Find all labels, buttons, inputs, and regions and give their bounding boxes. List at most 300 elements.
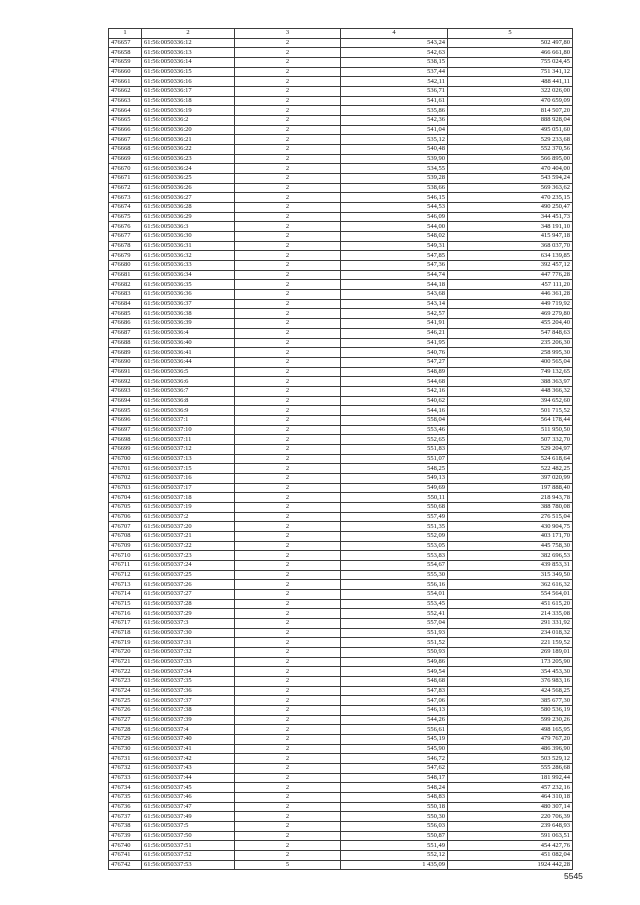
cell-cadastral-number: 61:56:0050336:20 xyxy=(142,125,235,135)
cell-col-3: 2 xyxy=(235,377,341,387)
cell-col-5: 197 888,40 xyxy=(448,483,573,493)
table-row xyxy=(109,609,573,619)
cell-cadastral-number: 61:56:0050337:23 xyxy=(142,551,235,561)
table-row xyxy=(109,851,573,861)
cell-col-4: 548,25 xyxy=(341,464,448,474)
cell-col-4: 544,74 xyxy=(341,270,448,280)
table-row xyxy=(109,154,573,164)
cell-cadastral-number: 61:56:0050336:22 xyxy=(142,145,235,155)
table-row xyxy=(109,425,573,435)
cell-cadastral-number: 61:56:0050336:28 xyxy=(142,203,235,213)
table-row xyxy=(109,290,573,300)
cell-row-number: 476717 xyxy=(109,618,142,628)
cell-col-5: 392 457,12 xyxy=(448,261,573,271)
cell-col-3: 2 xyxy=(235,348,341,358)
cell-cadastral-number: 61:56:0050337:33 xyxy=(142,657,235,667)
cell-col-3: 2 xyxy=(235,493,341,503)
cell-col-5: 446 361,28 xyxy=(448,290,573,300)
cell-col-3: 2 xyxy=(235,793,341,803)
cell-row-number: 476663 xyxy=(109,96,142,106)
table-row xyxy=(109,386,573,396)
cell-row-number: 476700 xyxy=(109,454,142,464)
table-row xyxy=(109,783,573,793)
cell-col-3: 2 xyxy=(235,435,341,445)
cell-col-5: 524 618,64 xyxy=(448,454,573,464)
cell-row-number: 476715 xyxy=(109,599,142,609)
cell-cadastral-number: 61:56:0050336:26 xyxy=(142,183,235,193)
cell-col-4: 552,12 xyxy=(341,851,448,861)
cell-col-4: 552,09 xyxy=(341,531,448,541)
cell-col-3: 2 xyxy=(235,309,341,319)
table-row xyxy=(109,696,573,706)
cell-col-3: 2 xyxy=(235,609,341,619)
cell-cadastral-number: 61:56:0050337:49 xyxy=(142,812,235,822)
cell-col-5: 354 453,30 xyxy=(448,667,573,677)
cell-col-4: 553,46 xyxy=(341,425,448,435)
cell-col-3: 2 xyxy=(235,106,341,116)
cell-cadastral-number: 61:56:0050337:27 xyxy=(142,589,235,599)
cell-row-number: 476740 xyxy=(109,841,142,851)
cell-col-3: 2 xyxy=(235,328,341,338)
cell-cadastral-number: 61:56:0050336:9 xyxy=(142,406,235,416)
cell-col-5: 507 332,70 xyxy=(448,435,573,445)
cell-col-3: 2 xyxy=(235,483,341,493)
cell-col-3: 2 xyxy=(235,831,341,841)
cell-cadastral-number: 61:56:0050337:31 xyxy=(142,638,235,648)
table-row xyxy=(109,667,573,677)
cell-col-4: 556,16 xyxy=(341,580,448,590)
cell-col-3: 2 xyxy=(235,232,341,242)
cell-col-5: 322 026,00 xyxy=(448,87,573,97)
cell-col-5: 755 024,45 xyxy=(448,58,573,68)
cell-cadastral-number: 61:56:0050336:6 xyxy=(142,377,235,387)
cell-col-5: 315 349,50 xyxy=(448,570,573,580)
cell-row-number: 476699 xyxy=(109,444,142,454)
cell-col-4: 542,11 xyxy=(341,77,448,87)
cell-col-4: 545,90 xyxy=(341,744,448,754)
cell-col-5: 470 235,15 xyxy=(448,193,573,203)
cell-col-3: 2 xyxy=(235,38,341,48)
table-row xyxy=(109,638,573,648)
cell-row-number: 476702 xyxy=(109,473,142,483)
cell-col-3: 2 xyxy=(235,522,341,532)
cell-row-number: 476704 xyxy=(109,493,142,503)
cell-col-5: 543 594,24 xyxy=(448,174,573,184)
cell-row-number: 476716 xyxy=(109,609,142,619)
cell-col-3: 5 xyxy=(235,860,341,870)
cell-col-4: 535,12 xyxy=(341,135,448,145)
cell-row-number: 476713 xyxy=(109,580,142,590)
cell-col-5: 464 310,18 xyxy=(448,793,573,803)
cell-col-4: 543,14 xyxy=(341,299,448,309)
table-row xyxy=(109,802,573,812)
cell-col-3: 2 xyxy=(235,125,341,135)
cell-col-4: 539,90 xyxy=(341,154,448,164)
cell-row-number: 476705 xyxy=(109,502,142,512)
table-row xyxy=(109,212,573,222)
cell-cadastral-number: 61:56:0050336:23 xyxy=(142,154,235,164)
cell-cadastral-number: 61:56:0050336:4 xyxy=(142,328,235,338)
cell-col-4: 547,62 xyxy=(341,764,448,774)
table-row xyxy=(109,232,573,242)
cell-col-4: 545,19 xyxy=(341,735,448,745)
table-row xyxy=(109,618,573,628)
table-row xyxy=(109,299,573,309)
cell-col-3: 2 xyxy=(235,841,341,851)
table-header xyxy=(109,29,573,39)
cell-col-5: 529 233,68 xyxy=(448,135,573,145)
cell-cadastral-number: 61:56:0050336:40 xyxy=(142,338,235,348)
table-row xyxy=(109,454,573,464)
table-row xyxy=(109,435,573,445)
cell-col-3: 2 xyxy=(235,396,341,406)
cell-row-number: 476664 xyxy=(109,106,142,116)
cell-col-4: 549,69 xyxy=(341,483,448,493)
cell-col-3: 2 xyxy=(235,822,341,832)
table-row xyxy=(109,222,573,232)
cell-col-3: 2 xyxy=(235,367,341,377)
cell-cadastral-number: 61:56:0050337:43 xyxy=(142,764,235,774)
cell-col-5: 479 767,20 xyxy=(448,735,573,745)
cell-col-4: 542,57 xyxy=(341,309,448,319)
cell-col-5: 457 111,20 xyxy=(448,280,573,290)
cell-cadastral-number: 61:56:0050336:2 xyxy=(142,116,235,126)
cell-col-5: 455 204,40 xyxy=(448,319,573,329)
cell-col-4: 542,16 xyxy=(341,386,448,396)
cell-row-number: 476727 xyxy=(109,715,142,725)
cell-cadastral-number: 61:56:0050337:51 xyxy=(142,841,235,851)
cell-col-3: 2 xyxy=(235,589,341,599)
cell-col-5: 258 995,30 xyxy=(448,348,573,358)
cell-row-number: 476742 xyxy=(109,860,142,870)
cell-row-number: 476735 xyxy=(109,793,142,803)
cell-cadastral-number: 61:56:0050337:32 xyxy=(142,648,235,658)
cell-col-5: 344 451,73 xyxy=(448,212,573,222)
cell-col-4: 546,21 xyxy=(341,328,448,338)
cell-col-4: 538,15 xyxy=(341,58,448,68)
table-row xyxy=(109,725,573,735)
cell-col-5: 495 051,60 xyxy=(448,125,573,135)
table-row xyxy=(109,812,573,822)
cell-col-4: 558,04 xyxy=(341,415,448,425)
cell-col-5: 376 983,16 xyxy=(448,677,573,687)
cell-row-number: 476669 xyxy=(109,154,142,164)
cell-col-4: 550,18 xyxy=(341,802,448,812)
cell-col-4: 548,17 xyxy=(341,773,448,783)
cell-col-4: 547,85 xyxy=(341,251,448,261)
cell-col-3: 2 xyxy=(235,812,341,822)
column-header-2: 2 xyxy=(142,29,235,39)
table-row xyxy=(109,406,573,416)
table-row xyxy=(109,677,573,687)
cell-row-number: 476723 xyxy=(109,677,142,687)
cell-row-number: 476666 xyxy=(109,125,142,135)
cell-col-3: 2 xyxy=(235,174,341,184)
table-row xyxy=(109,367,573,377)
cell-col-3: 2 xyxy=(235,773,341,783)
cell-cadastral-number: 61:56:0050336:29 xyxy=(142,212,235,222)
cell-col-5: 522 482,25 xyxy=(448,464,573,474)
cell-cadastral-number: 61:56:0050337:13 xyxy=(142,454,235,464)
cell-col-4: 550,68 xyxy=(341,502,448,512)
cell-col-3: 2 xyxy=(235,783,341,793)
cell-row-number: 476665 xyxy=(109,116,142,126)
cell-col-5: 447 776,28 xyxy=(448,270,573,280)
cell-cadastral-number: 61:56:0050337:37 xyxy=(142,696,235,706)
cell-col-4: 544,53 xyxy=(341,203,448,213)
cell-col-4: 544,18 xyxy=(341,280,448,290)
cell-col-3: 2 xyxy=(235,406,341,416)
table-row xyxy=(109,483,573,493)
cell-col-3: 2 xyxy=(235,222,341,232)
cell-col-3: 2 xyxy=(235,386,341,396)
cell-row-number: 476736 xyxy=(109,802,142,812)
cell-cadastral-number: 61:56:0050337:25 xyxy=(142,570,235,580)
cell-cadastral-number: 61:56:0050337:20 xyxy=(142,522,235,532)
cell-col-5: 368 037,70 xyxy=(448,241,573,251)
table-row xyxy=(109,822,573,832)
table-row xyxy=(109,764,573,774)
cell-col-4: 557,49 xyxy=(341,512,448,522)
cell-col-5: 501 715,52 xyxy=(448,406,573,416)
cell-cadastral-number: 61:56:0050337:30 xyxy=(142,628,235,638)
cell-col-4: 551,35 xyxy=(341,522,448,532)
table-row xyxy=(109,444,573,454)
cell-row-number: 476718 xyxy=(109,628,142,638)
cell-col-3: 2 xyxy=(235,560,341,570)
cell-cadastral-number: 61:56:0050337:38 xyxy=(142,706,235,716)
cell-col-3: 2 xyxy=(235,212,341,222)
cell-row-number: 476696 xyxy=(109,415,142,425)
cell-row-number: 476739 xyxy=(109,831,142,841)
table-row xyxy=(109,648,573,658)
table-row xyxy=(109,164,573,174)
cell-col-3: 2 xyxy=(235,667,341,677)
cell-col-5: 454 427,76 xyxy=(448,841,573,851)
cell-col-5: 400 565,04 xyxy=(448,357,573,367)
cell-col-3: 2 xyxy=(235,87,341,97)
cell-row-number: 476732 xyxy=(109,764,142,774)
cell-row-number: 476719 xyxy=(109,638,142,648)
cell-row-number: 476683 xyxy=(109,290,142,300)
cell-row-number: 476707 xyxy=(109,522,142,532)
cell-col-4: 544,16 xyxy=(341,406,448,416)
table-row xyxy=(109,357,573,367)
cell-row-number: 476722 xyxy=(109,667,142,677)
cell-col-4: 542,36 xyxy=(341,116,448,126)
cell-row-number: 476659 xyxy=(109,58,142,68)
cell-col-4: 538,66 xyxy=(341,183,448,193)
table-row xyxy=(109,580,573,590)
cell-col-4: 540,76 xyxy=(341,348,448,358)
cell-row-number: 476737 xyxy=(109,812,142,822)
table-row xyxy=(109,793,573,803)
cell-col-4: 548,02 xyxy=(341,232,448,242)
cell-cadastral-number: 61:56:0050336:17 xyxy=(142,87,235,97)
cell-row-number: 476687 xyxy=(109,328,142,338)
table-row xyxy=(109,183,573,193)
cell-col-4: 1 435,09 xyxy=(341,860,448,870)
cell-cadastral-number: 61:56:0050336:36 xyxy=(142,290,235,300)
cell-cadastral-number: 61:56:0050336:15 xyxy=(142,67,235,77)
cell-col-3: 2 xyxy=(235,744,341,754)
cell-col-4: 546,09 xyxy=(341,212,448,222)
cell-row-number: 476691 xyxy=(109,367,142,377)
cell-col-4: 550,93 xyxy=(341,648,448,658)
cell-row-number: 476684 xyxy=(109,299,142,309)
cell-col-5: 439 853,31 xyxy=(448,560,573,570)
cell-col-3: 2 xyxy=(235,512,341,522)
cell-col-5: 599 230,26 xyxy=(448,715,573,725)
cell-row-number: 476658 xyxy=(109,48,142,58)
cell-col-4: 541,95 xyxy=(341,338,448,348)
cell-col-3: 2 xyxy=(235,251,341,261)
cell-cadastral-number: 61:56:0050337:26 xyxy=(142,580,235,590)
cell-row-number: 476701 xyxy=(109,464,142,474)
table-row xyxy=(109,203,573,213)
cell-col-4: 549,31 xyxy=(341,241,448,251)
cell-cadastral-number: 61:56:0050337:50 xyxy=(142,831,235,841)
cell-col-3: 2 xyxy=(235,686,341,696)
cell-cadastral-number: 61:56:0050336:14 xyxy=(142,58,235,68)
cell-col-3: 2 xyxy=(235,706,341,716)
cell-col-5: 466 661,80 xyxy=(448,48,573,58)
cell-col-4: 551,52 xyxy=(341,638,448,648)
cell-col-3: 2 xyxy=(235,135,341,145)
cell-col-3: 2 xyxy=(235,299,341,309)
cell-col-5: 591 063,51 xyxy=(448,831,573,841)
table-row xyxy=(109,77,573,87)
cell-col-5: 214 335,08 xyxy=(448,609,573,619)
cell-col-4: 547,36 xyxy=(341,261,448,271)
table-row xyxy=(109,87,573,97)
cell-col-5: 498 165,95 xyxy=(448,725,573,735)
cell-cadastral-number: 61:56:0050337:44 xyxy=(142,773,235,783)
cell-cadastral-number: 61:56:0050337:3 xyxy=(142,618,235,628)
cell-col-5: 388 780,08 xyxy=(448,502,573,512)
table-row xyxy=(109,773,573,783)
cell-col-3: 2 xyxy=(235,58,341,68)
cell-col-5: 552 370,56 xyxy=(448,145,573,155)
cell-col-4: 551,83 xyxy=(341,444,448,454)
cell-col-4: 551,07 xyxy=(341,454,448,464)
cell-col-3: 2 xyxy=(235,851,341,861)
table-row xyxy=(109,502,573,512)
cell-cadastral-number: 61:56:0050337:12 xyxy=(142,444,235,454)
cell-col-3: 2 xyxy=(235,48,341,58)
cell-cadastral-number: 61:56:0050336:18 xyxy=(142,96,235,106)
cell-col-5: 449 719,92 xyxy=(448,299,573,309)
cell-col-3: 2 xyxy=(235,802,341,812)
cell-col-5: 235 206,30 xyxy=(448,338,573,348)
cell-cadastral-number: 61:56:0050337:52 xyxy=(142,851,235,861)
cell-col-5: 470 404,00 xyxy=(448,164,573,174)
cell-col-5: 403 171,70 xyxy=(448,531,573,541)
cell-col-4: 550,30 xyxy=(341,812,448,822)
cell-row-number: 476726 xyxy=(109,706,142,716)
cell-col-5: 814 507,20 xyxy=(448,106,573,116)
cell-cadastral-number: 61:56:0050337:17 xyxy=(142,483,235,493)
cell-col-3: 2 xyxy=(235,531,341,541)
cell-col-5: 547 848,63 xyxy=(448,328,573,338)
cell-col-5: 397 020,99 xyxy=(448,473,573,483)
cell-col-3: 2 xyxy=(235,183,341,193)
cell-col-4: 535,86 xyxy=(341,106,448,116)
cell-col-5: 488 441,11 xyxy=(448,77,573,87)
cell-cadastral-number: 61:56:0050337:16 xyxy=(142,473,235,483)
cell-cadastral-number: 61:56:0050337:22 xyxy=(142,541,235,551)
cell-cadastral-number: 61:56:0050337:18 xyxy=(142,493,235,503)
table-row xyxy=(109,125,573,135)
cell-col-5: 511 950,50 xyxy=(448,425,573,435)
cell-col-4: 544,26 xyxy=(341,715,448,725)
cell-col-5: 173 205,90 xyxy=(448,657,573,667)
table-row xyxy=(109,589,573,599)
table-row xyxy=(109,116,573,126)
table-row xyxy=(109,377,573,387)
table-row xyxy=(109,831,573,841)
cell-col-5: 580 536,19 xyxy=(448,706,573,716)
cell-col-4: 549,86 xyxy=(341,657,448,667)
cell-cadastral-number: 61:56:0050337:19 xyxy=(142,502,235,512)
cell-col-3: 2 xyxy=(235,77,341,87)
cell-col-4: 536,71 xyxy=(341,87,448,97)
cell-col-3: 2 xyxy=(235,648,341,658)
cell-col-4: 549,54 xyxy=(341,667,448,677)
cell-cadastral-number: 61:56:0050336:31 xyxy=(142,241,235,251)
cell-row-number: 476706 xyxy=(109,512,142,522)
cell-row-number: 476695 xyxy=(109,406,142,416)
cell-col-4: 541,91 xyxy=(341,319,448,329)
cell-cadastral-number: 61:56:0050337:36 xyxy=(142,686,235,696)
cell-col-5: 385 677,30 xyxy=(448,696,573,706)
cell-col-4: 547,27 xyxy=(341,357,448,367)
cell-col-3: 2 xyxy=(235,618,341,628)
cell-cadastral-number: 61:56:0050336:35 xyxy=(142,280,235,290)
cell-row-number: 476667 xyxy=(109,135,142,145)
cell-cadastral-number: 61:56:0050336:13 xyxy=(142,48,235,58)
cell-col-3: 2 xyxy=(235,425,341,435)
cell-col-5: 480 307,14 xyxy=(448,802,573,812)
cell-col-4: 548,83 xyxy=(341,793,448,803)
cell-cadastral-number: 61:56:0050336:32 xyxy=(142,251,235,261)
cell-col-3: 2 xyxy=(235,725,341,735)
cell-col-4: 552,65 xyxy=(341,435,448,445)
cell-col-4: 556,61 xyxy=(341,725,448,735)
cell-col-4: 544,00 xyxy=(341,222,448,232)
cell-row-number: 476671 xyxy=(109,174,142,184)
cell-col-5: 424 568,25 xyxy=(448,686,573,696)
cell-row-number: 476703 xyxy=(109,483,142,493)
cell-row-number: 476689 xyxy=(109,348,142,358)
cell-row-number: 476673 xyxy=(109,193,142,203)
cell-col-5: 749 132,65 xyxy=(448,367,573,377)
table-row xyxy=(109,735,573,745)
cell-col-5: 362 616,32 xyxy=(448,580,573,590)
cell-col-4: 546,72 xyxy=(341,754,448,764)
cell-row-number: 476738 xyxy=(109,822,142,832)
cell-col-4: 552,41 xyxy=(341,609,448,619)
cell-col-5: 291 331,92 xyxy=(448,618,573,628)
cell-col-5: 502 497,80 xyxy=(448,38,573,48)
cell-col-5: 888 928,04 xyxy=(448,116,573,126)
cell-col-5: 451 615,20 xyxy=(448,599,573,609)
cell-col-5: 470 659,09 xyxy=(448,96,573,106)
cell-cadastral-number: 61:56:0050337:11 xyxy=(142,435,235,445)
cell-cadastral-number: 61:56:0050337:21 xyxy=(142,531,235,541)
table-row xyxy=(109,715,573,725)
cell-row-number: 476670 xyxy=(109,164,142,174)
